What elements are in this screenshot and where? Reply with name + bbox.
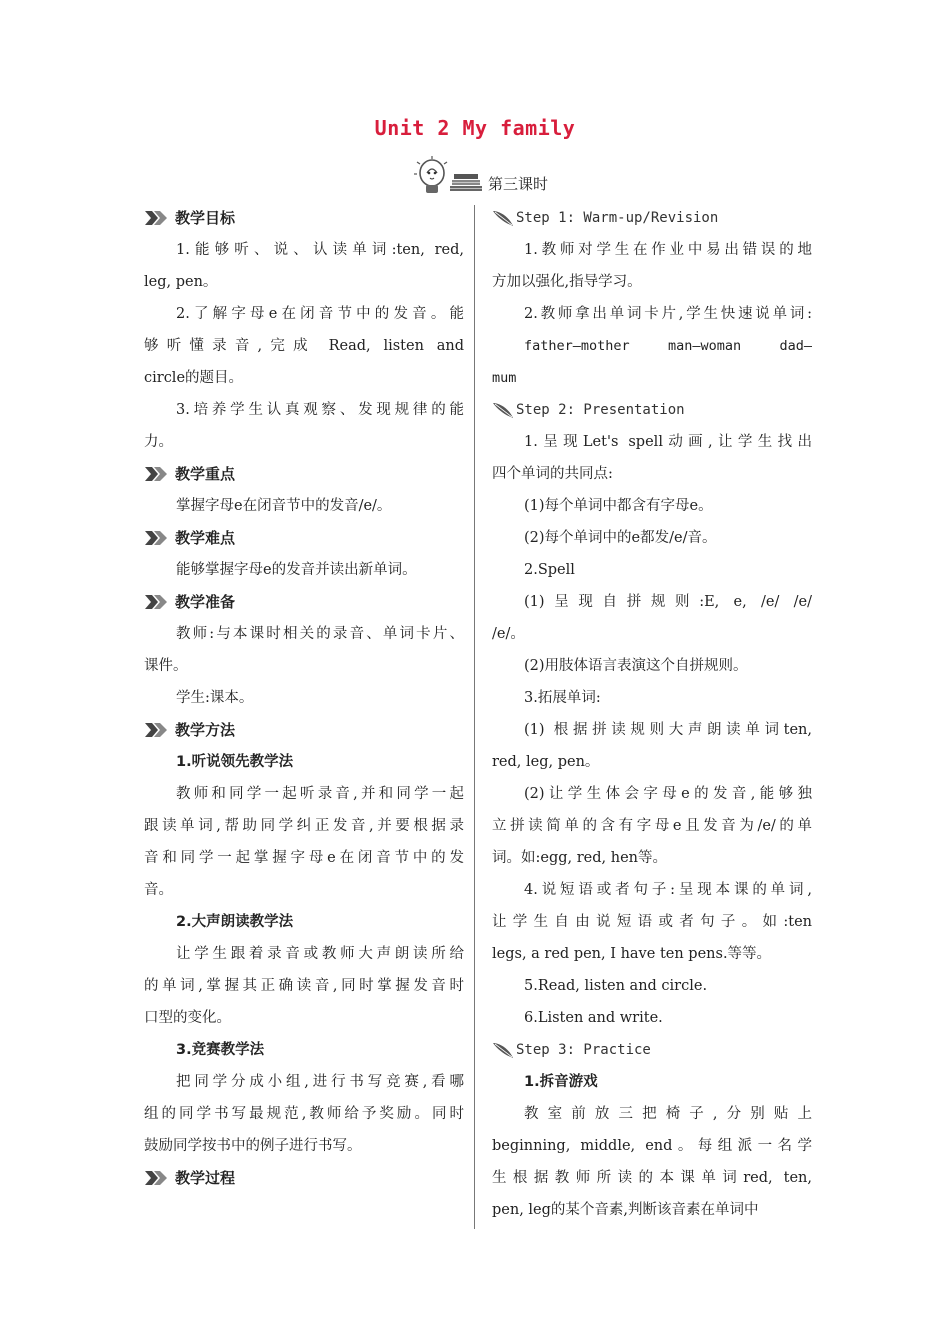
method-line: 组的同学书写最规范,教师给予奖励。同时 bbox=[144, 1106, 464, 1122]
heading-text: 教学过程 bbox=[175, 1169, 236, 1187]
method-line: 教师和同学一起听录音,并和同学一起 bbox=[176, 786, 464, 802]
step-line: 让学生自由说短语或者句子。如:ten bbox=[492, 914, 812, 930]
step-text: Step 2: Presentation bbox=[516, 402, 685, 418]
page-title: Unit 2 My family bbox=[374, 116, 576, 140]
double-chevron-icon bbox=[144, 595, 168, 609]
prep-line: 学生:课本。 bbox=[176, 690, 254, 706]
method-line: 音。 bbox=[144, 882, 173, 898]
step-line: 教室前放三把椅子,分别贴上 bbox=[524, 1106, 812, 1122]
difficulty-line: 能够掌握字母e的发音并读出新单词。 bbox=[176, 562, 417, 578]
section-heading-key bbox=[144, 458, 464, 490]
step-line: father—mother man—woman dad— bbox=[524, 338, 812, 354]
prep-line: 教师:与本课时相关的录音、单词卡片、 bbox=[176, 626, 464, 642]
method-line: 跟读单词,帮助同学纠正发音,并要根据录 bbox=[144, 818, 464, 834]
step-line: 5.Read, listen and circle. bbox=[524, 978, 708, 994]
goal-line: circle的题目。 bbox=[144, 370, 244, 386]
double-chevron-icon bbox=[144, 211, 168, 225]
key-line: 掌握字母e在闭音节中的发音/e/。 bbox=[176, 498, 392, 514]
heading-text: 教学方法 bbox=[175, 721, 236, 739]
method-line: 把同学分成小组,进行书写竞赛,看哪 bbox=[176, 1074, 464, 1090]
goal-line: 2.了解字母e在闭音节中的发音。能 bbox=[176, 306, 464, 322]
step-line: 词。如:egg, red, hen等。 bbox=[492, 850, 668, 866]
step-line: 4.说短语或者句子:呈现本课的单词, bbox=[524, 882, 812, 898]
heading-text: 教学难点 bbox=[175, 529, 236, 547]
goal-line: 够听懂录音,完成 Read, listen and bbox=[144, 338, 464, 354]
column-divider bbox=[474, 205, 475, 1229]
practice-title: 1.拆音游戏 bbox=[524, 1074, 598, 1090]
step-line: 方加以强化,指导学习。 bbox=[492, 274, 642, 290]
step-heading bbox=[492, 394, 812, 426]
double-chevron-icon bbox=[144, 467, 168, 481]
step-line: red, leg, pen。 bbox=[492, 754, 600, 770]
step-line: 3.拓展单词: bbox=[524, 690, 601, 706]
step-line: pen, leg的某个音素,判断该音素在单词中 bbox=[492, 1202, 759, 1218]
method-title: 2.大声朗读教学法 bbox=[176, 914, 294, 930]
step-line: /e/。 bbox=[492, 626, 525, 642]
method-title: 3.竞赛教学法 bbox=[176, 1042, 265, 1058]
step-line: 2.Spell bbox=[524, 562, 575, 578]
lesson-header bbox=[412, 156, 548, 196]
section-heading-difficulty bbox=[144, 522, 464, 554]
step-line: 生根据教师所读的本课单词red, ten, bbox=[492, 1170, 812, 1186]
section-heading-process bbox=[144, 1162, 464, 1194]
heading-text: 教学重点 bbox=[175, 465, 236, 483]
step-line: (1)每个单词中都含有字母e。 bbox=[524, 498, 713, 514]
quill-pen-icon bbox=[492, 1041, 514, 1059]
step-line: 2.教师拿出单词卡片,学生快速说单词: bbox=[524, 306, 812, 322]
method-title: 1.听说领先教学法 bbox=[176, 754, 294, 770]
step-heading bbox=[492, 1034, 812, 1066]
lightbulb-books-icon bbox=[412, 156, 484, 196]
step-text: Step 1: Warm-up/Revision bbox=[516, 210, 719, 226]
step-line: (2)让学生体会字母e的发音,能够独 bbox=[524, 786, 812, 802]
step-text: Step 3: Practice bbox=[516, 1042, 651, 1058]
heading-text: 教学目标 bbox=[175, 209, 236, 227]
step-line: (2)用肢体语言表演这个自拼规则。 bbox=[524, 658, 748, 674]
left-column bbox=[144, 202, 464, 1194]
step-line: beginning, middle, end。每组派一名学 bbox=[492, 1138, 812, 1154]
step-heading bbox=[492, 202, 812, 234]
section-heading-goals bbox=[144, 202, 464, 234]
goal-line: 3.培养学生认真观察、发现规律的能 bbox=[176, 402, 464, 418]
quill-pen-icon bbox=[492, 401, 514, 419]
prep-line: 课件。 bbox=[144, 658, 188, 674]
right-column bbox=[492, 202, 812, 1226]
goal-line: 力。 bbox=[144, 434, 173, 450]
method-line: 的单词,掌握其正确读音,同时掌握发音时 bbox=[144, 978, 464, 994]
method-line: 口型的变化。 bbox=[144, 1010, 231, 1026]
double-chevron-icon bbox=[144, 723, 168, 737]
step-line: (1)呈现自拼规则:E, e, /e/ /e/ bbox=[524, 594, 812, 610]
step-line: 四个单词的共同点: bbox=[492, 466, 613, 482]
step-line: 1.教师对学生在作业中易出错误的地 bbox=[524, 242, 812, 258]
step-line: mum bbox=[492, 370, 517, 386]
step-line: (1) 根据拼读规则大声朗读单词ten, bbox=[524, 722, 812, 738]
section-heading-preparation bbox=[144, 586, 464, 618]
step-line: 立拼读简单的含有字母e且发音为/e/的单 bbox=[492, 818, 812, 834]
method-line: 让学生跟着录音或教师大声朗读所给 bbox=[176, 946, 464, 962]
lesson-label: 第三课时 bbox=[488, 175, 549, 193]
method-line: 音和同学一起掌握字母e在闭音节中的发 bbox=[144, 850, 464, 866]
heading-text: 教学准备 bbox=[175, 593, 236, 611]
step-line: (2)每个单词中的e都发/e/音。 bbox=[524, 530, 717, 546]
double-chevron-icon bbox=[144, 1171, 168, 1185]
step-line: 1.呈现Let's spell动画,让学生找出 bbox=[524, 434, 812, 450]
quill-pen-icon bbox=[492, 209, 514, 227]
method-line: 鼓励同学按书中的例子进行书写。 bbox=[144, 1138, 362, 1154]
step-line: 6.Listen and write. bbox=[524, 1010, 663, 1026]
goal-line: 1.能够听、说、认读单词:ten, red, bbox=[176, 242, 464, 258]
goal-line: leg, pen。 bbox=[144, 274, 218, 290]
double-chevron-icon bbox=[144, 531, 168, 545]
step-line: legs, a red pen, I have ten pens.等等。 bbox=[492, 946, 772, 962]
section-heading-method bbox=[144, 714, 464, 746]
